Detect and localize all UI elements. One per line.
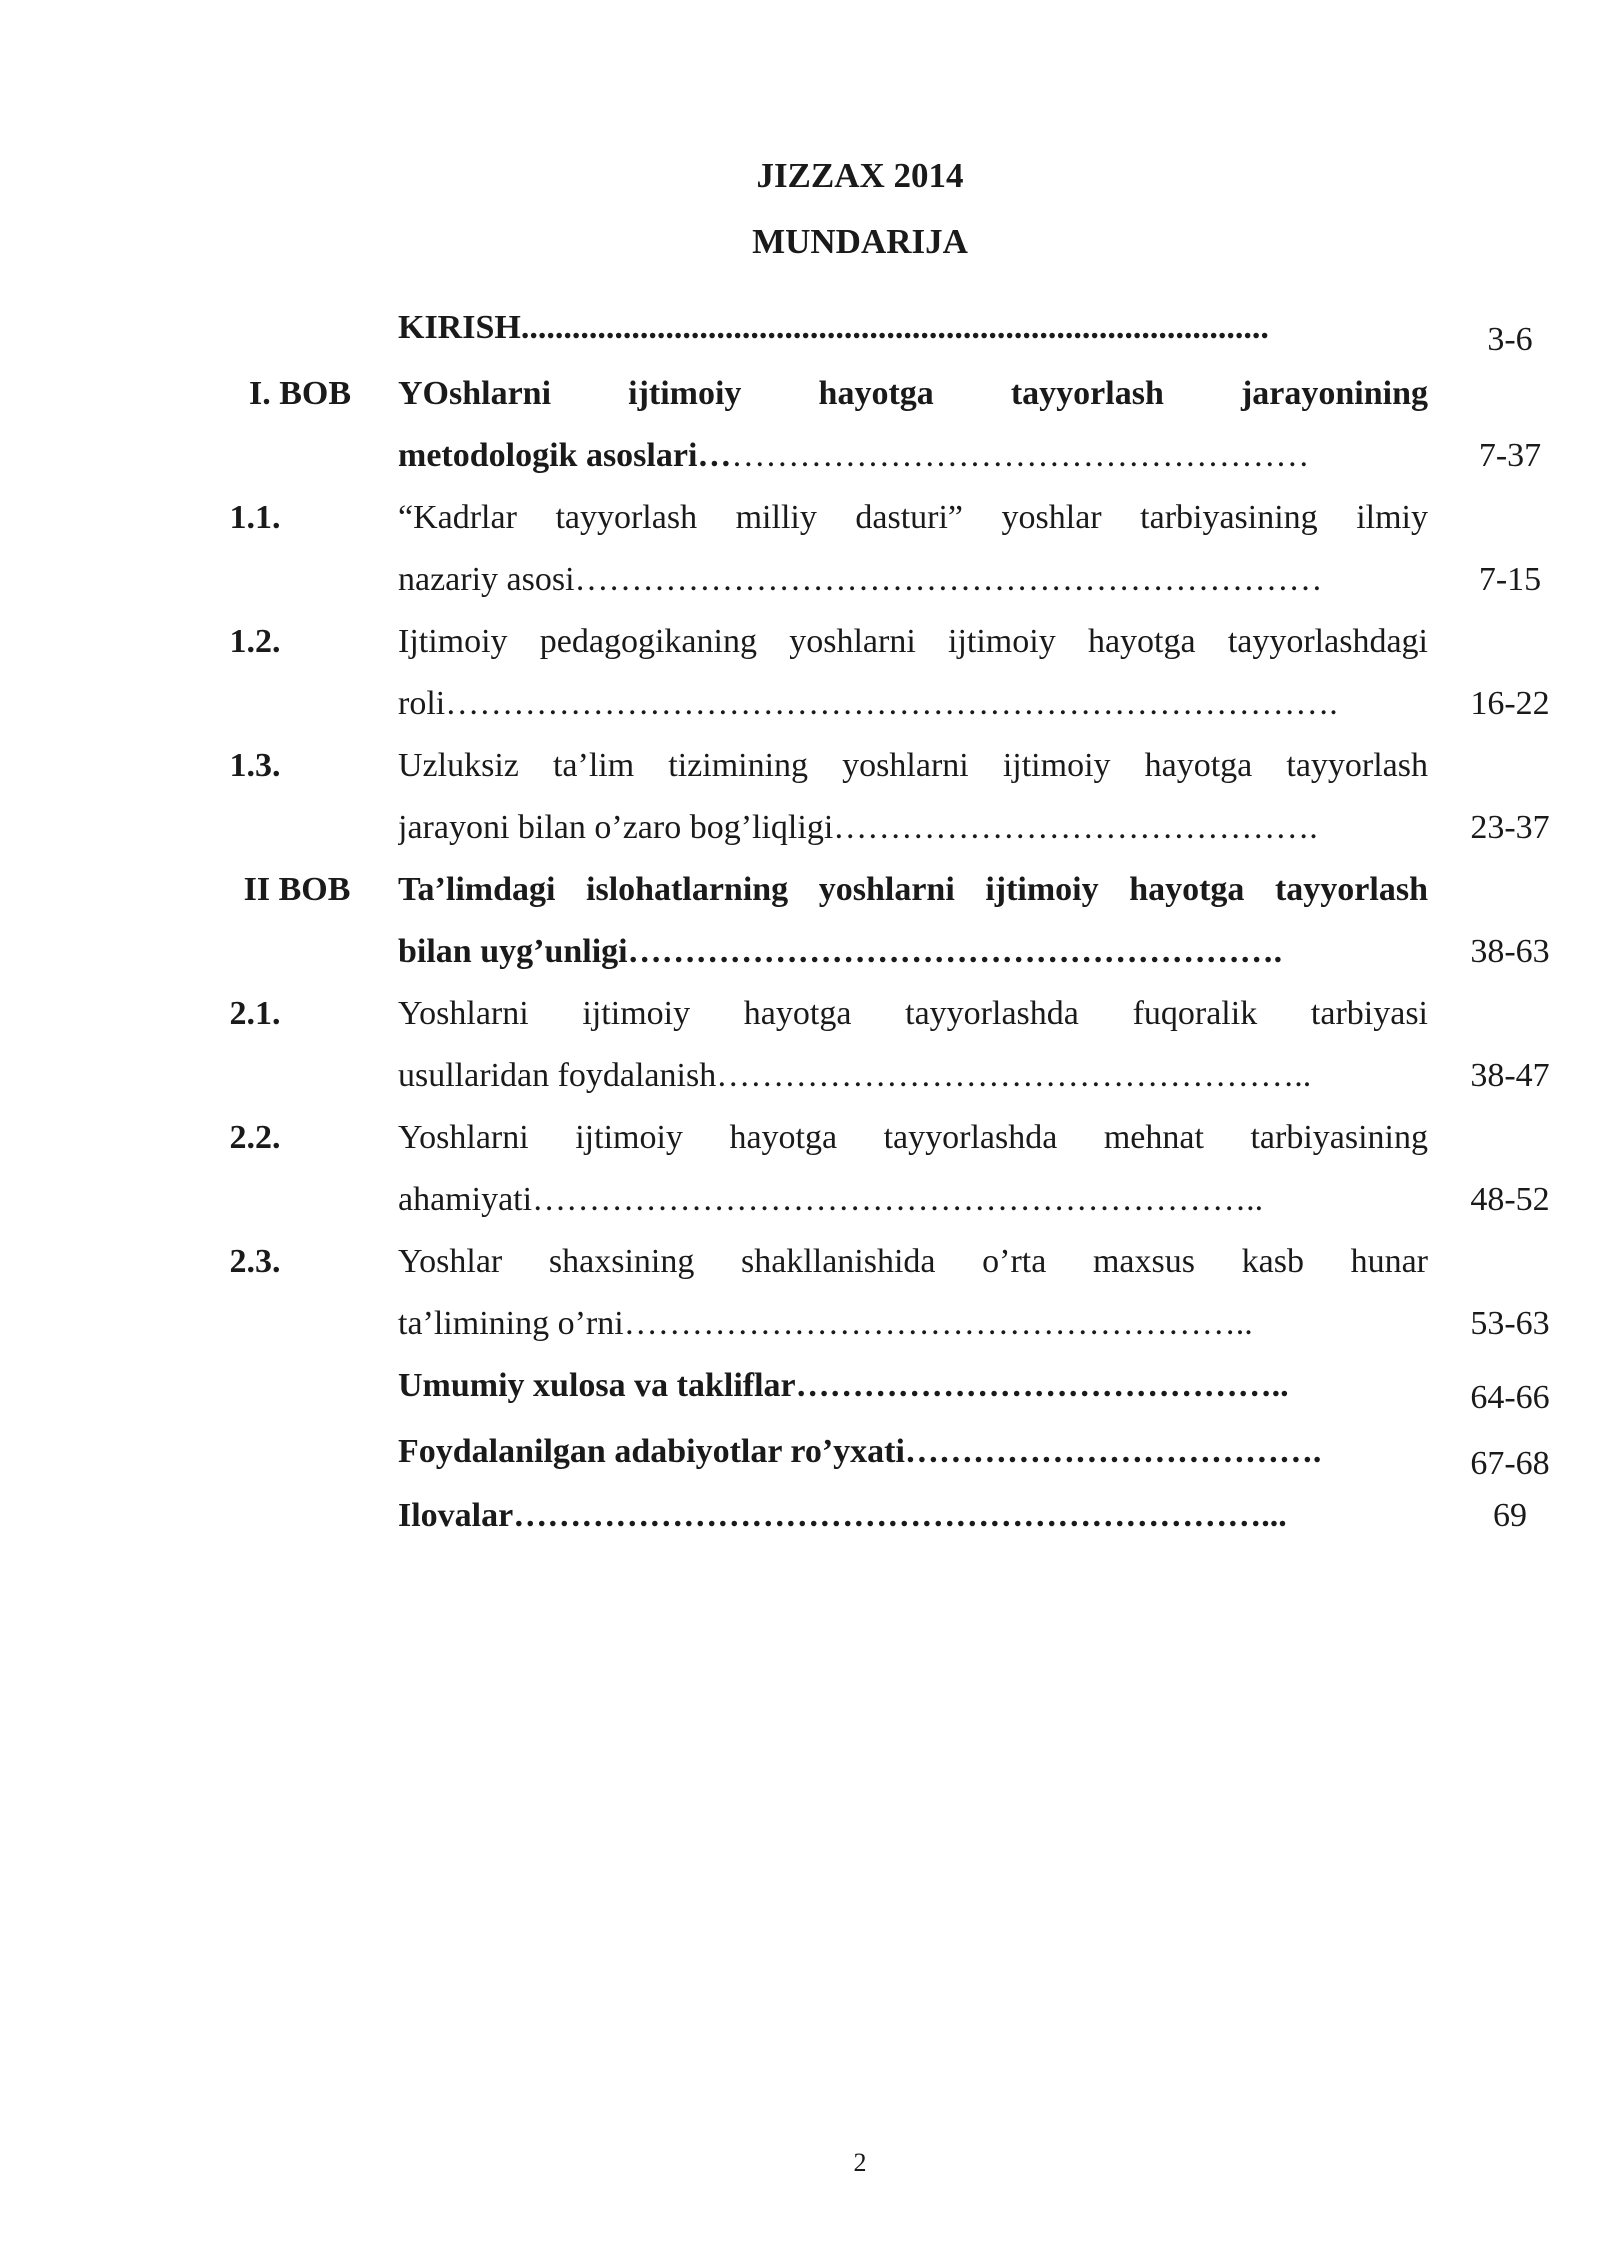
toc-entry-number: II BOB: [243, 871, 351, 908]
toc-entry-leader-dots: ……………………………….: [904, 1433, 1322, 1470]
toc-entry-title-line-1: Uzluksiz ta’lim tizimining yoshlarni ijtimoiy hayotga tayyorlash: [398, 747, 1428, 784]
toc-entry-leader-dots: ……………………………………………: [731, 437, 1310, 474]
toc-entry-pages: 7-15: [1478, 561, 1542, 598]
toc-entry-pages: 7-37: [1478, 437, 1542, 474]
toc-entry-number: 2.2.: [229, 1119, 281, 1156]
toc-entry-title-line-2: ta’limining o’rni: [398, 1305, 624, 1342]
toc-entry-title-line-2: nazariy asosi: [398, 561, 575, 598]
toc-entry-leader-dots: ........................................................................................: [520, 309, 1269, 346]
toc-entry-title-line-1: “Kadrlar tayyorlash milliy dasturi” yoshlar tarbiyasining ilmiy: [398, 499, 1428, 536]
toc-entry-pages: 23-37: [1470, 809, 1550, 846]
toc-entry-pages: 38-47: [1470, 1057, 1550, 1094]
toc-entry-pages: 16-22: [1470, 685, 1550, 722]
toc-entry-number: 2.3.: [229, 1243, 281, 1280]
toc-entry-title-line-1: Yoshlarni ijtimoiy hayotga tayyorlashda fuqoralik tarbiyasi: [398, 995, 1428, 1032]
toc-entry-title-line-2: ahamiyati: [398, 1181, 533, 1218]
toc-entry-title: Ilovalar: [398, 1497, 514, 1534]
toc-entry-number: 1.1.: [229, 499, 281, 536]
toc-entry-pages: 69: [1493, 1497, 1527, 1534]
toc-entry-title: Umumiy xulosa va takliflar: [398, 1367, 796, 1404]
document-header-city-year: JIZZAX 2014: [756, 156, 964, 195]
toc-entry-title-line-1: YOshlarni ijtimoiy hayotga tayyorlash jarayonining: [398, 375, 1428, 412]
table-of-contents-title: MUNDARIJA: [752, 222, 968, 261]
toc-entry-title-line-1: Ijtimoiy pedagogikaning yoshlarni ijtimoiy hayotga tayyorlashdagi: [398, 623, 1428, 660]
toc-entry-leader-dots: ………………………………………………………..: [532, 1181, 1264, 1218]
toc-entry-leader-dots: ……………………………………..: [795, 1367, 1289, 1404]
toc-entry-pages: 64-66: [1470, 1379, 1550, 1416]
toc-entry-pages: 48-52: [1470, 1181, 1550, 1218]
toc-entry-pages: 53-63: [1470, 1305, 1550, 1342]
toc-entry-leader-dots: …………………………………………………………………….: [445, 685, 1338, 722]
toc-entry-title: Foydalanilgan adabiyotlar ro’yxati: [398, 1433, 905, 1470]
toc-entry-leader-dots: …………………………………………………………...: [513, 1497, 1287, 1534]
toc-entry-pages: 38-63: [1470, 933, 1550, 970]
toc-entry-title-line-2: usullaridan foydalanish: [398, 1057, 717, 1094]
toc-entry-number: 1.3.: [229, 747, 281, 784]
toc-entry-leader-dots: ………………………………………………….: [627, 933, 1283, 970]
toc-entry-number: I. BOB: [248, 375, 352, 412]
toc-entry-pages: 67-68: [1470, 1445, 1550, 1482]
toc-entry-number: 2.1.: [229, 995, 281, 1032]
toc-entry-title-line-2: metodologik asoslari…: [398, 437, 732, 474]
toc-entry-leader-dots: ………………………………………………..: [623, 1305, 1253, 1342]
toc-entry-leader-dots: ……………………………………………..: [716, 1057, 1312, 1094]
toc-entry-title-line-2: bilan uyg’unligi: [398, 933, 628, 970]
toc-entry-title-line-1: Yoshlarni ijtimoiy hayotga tayyorlashda mehnat tarbiyasining: [398, 1119, 1428, 1156]
toc-entry-title-line-2: jarayoni bilan o’zaro bog’liqligi: [398, 809, 834, 846]
toc-entry-pages: 3-6: [1487, 321, 1533, 358]
toc-entry-leader-dots: …………………………………………………………: [574, 561, 1323, 598]
page-number: 2: [853, 2148, 867, 2177]
toc-entry-title-line-1: Yoshlar shaxsining shakllanishida o’rta maxsus kasb hunar: [398, 1243, 1428, 1280]
toc-entry-number: 1.2.: [229, 623, 281, 660]
toc-entry-title: KIRISH: [398, 309, 521, 346]
toc-entry-title-line-2: roli: [398, 685, 446, 722]
toc-entry-title-line-1: Ta’limdagi islohatlarning yoshlarni ijtimoiy hayotga tayyorlash: [398, 871, 1428, 908]
toc-entry-leader-dots: …………………………………….: [833, 809, 1318, 846]
